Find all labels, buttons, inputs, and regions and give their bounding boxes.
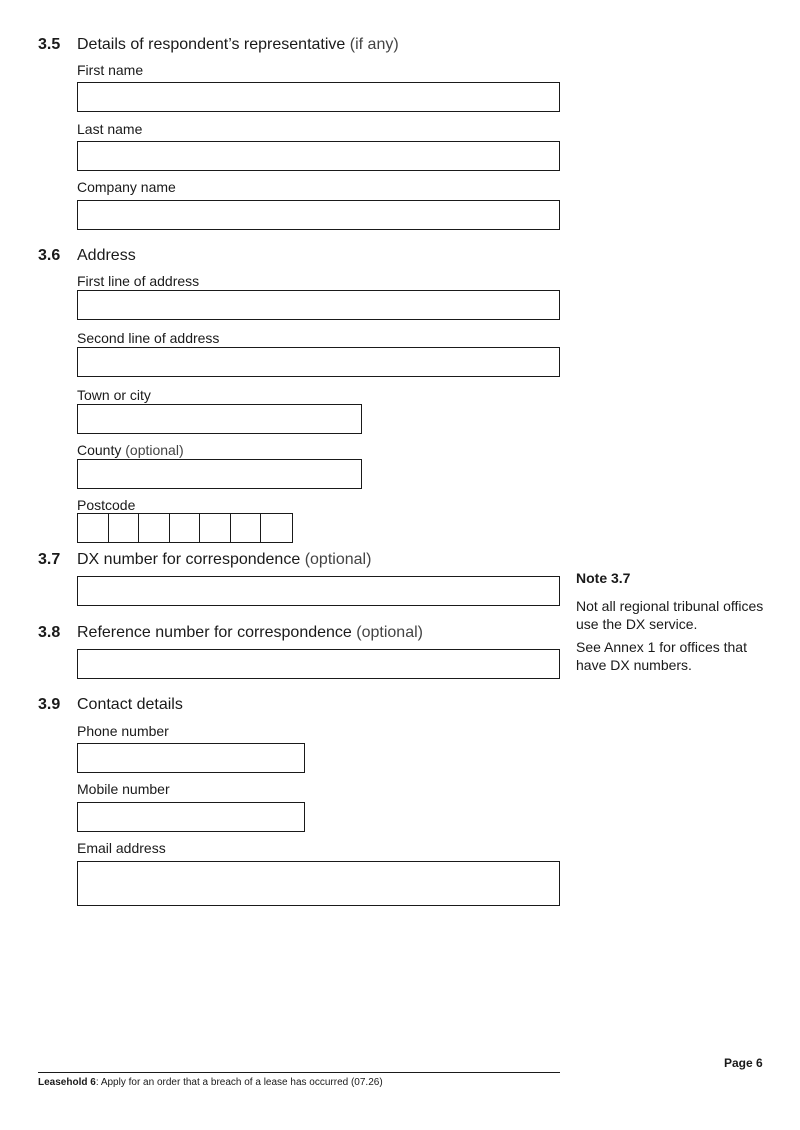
section-title-text: DX number for correspondence	[77, 551, 301, 568]
company-name-label: Company name	[77, 179, 176, 195]
dx-number-field[interactable]	[77, 576, 560, 606]
section-title-text: Details of respondent’s representative	[77, 36, 346, 53]
section-number-3-9: 3.9	[38, 696, 61, 713]
postcode-char-box[interactable]	[109, 514, 140, 542]
email-field[interactable]	[77, 861, 560, 906]
last-name-field[interactable]	[77, 141, 560, 171]
postcode-field[interactable]	[77, 513, 293, 543]
postcode-char-box[interactable]	[78, 514, 109, 542]
footer-text	[38, 1077, 383, 1088]
section-number-3-5: 3.5	[38, 36, 61, 53]
postcode-char-box[interactable]	[139, 514, 170, 542]
form-description: : Apply for an order that a breach of a lease has occurred (07.26)	[95, 1077, 383, 1088]
county-label	[77, 442, 184, 458]
address-line2-field[interactable]	[77, 347, 560, 377]
town-field[interactable]	[77, 404, 362, 434]
optional-hint: (optional)	[125, 442, 184, 458]
optional-hint: (optional)	[356, 624, 423, 641]
email-label: Email address	[77, 840, 166, 856]
optional-hint: (if any)	[349, 36, 399, 53]
postcode-char-box[interactable]	[231, 514, 262, 542]
section-title-3-7	[77, 551, 371, 569]
section-title-3-8	[77, 624, 423, 642]
last-name-label: Last name	[77, 121, 143, 137]
company-name-field[interactable]	[77, 200, 560, 230]
reference-number-field[interactable]	[77, 649, 560, 679]
note-paragraph: Not all regional tribunal offices use the DX service.	[576, 598, 764, 632]
footer-divider	[38, 1072, 560, 1073]
county-label-text: County	[77, 442, 122, 458]
town-label: Town or city	[77, 387, 151, 403]
address-line1-field[interactable]	[77, 290, 560, 320]
first-name-field[interactable]	[77, 82, 560, 112]
section-title-3-6: Address	[77, 247, 136, 264]
postcode-char-box[interactable]	[261, 514, 292, 542]
form-name: Leasehold 6	[38, 1077, 96, 1088]
section-title-text: Reference number for correspondence	[77, 624, 352, 641]
section-number-3-8: 3.8	[38, 624, 61, 641]
optional-hint: (optional)	[304, 551, 372, 568]
phone-label: Phone number	[77, 723, 169, 739]
postcode-char-box[interactable]	[170, 514, 201, 542]
mobile-label: Mobile number	[77, 781, 170, 797]
section-title-3-9: Contact details	[77, 696, 183, 713]
note-title: Note 3.7	[576, 570, 631, 586]
section-number-3-6: 3.6	[38, 247, 61, 264]
address-line1-label: First line of address	[77, 273, 200, 289]
county-field[interactable]	[77, 459, 362, 489]
page-number: Page 6	[724, 1056, 763, 1070]
postcode-char-box[interactable]	[200, 514, 231, 542]
section-title-3-5	[77, 36, 399, 54]
mobile-field[interactable]	[77, 802, 305, 832]
first-name-label: First name	[77, 62, 144, 78]
note-paragraph: See Annex 1 for offices that have DX numbers.	[576, 639, 747, 673]
section-number-3-7: 3.7	[38, 551, 61, 568]
address-line2-label: Second line of address	[77, 330, 220, 346]
phone-field[interactable]	[77, 743, 305, 773]
postcode-label: Postcode	[77, 497, 136, 513]
